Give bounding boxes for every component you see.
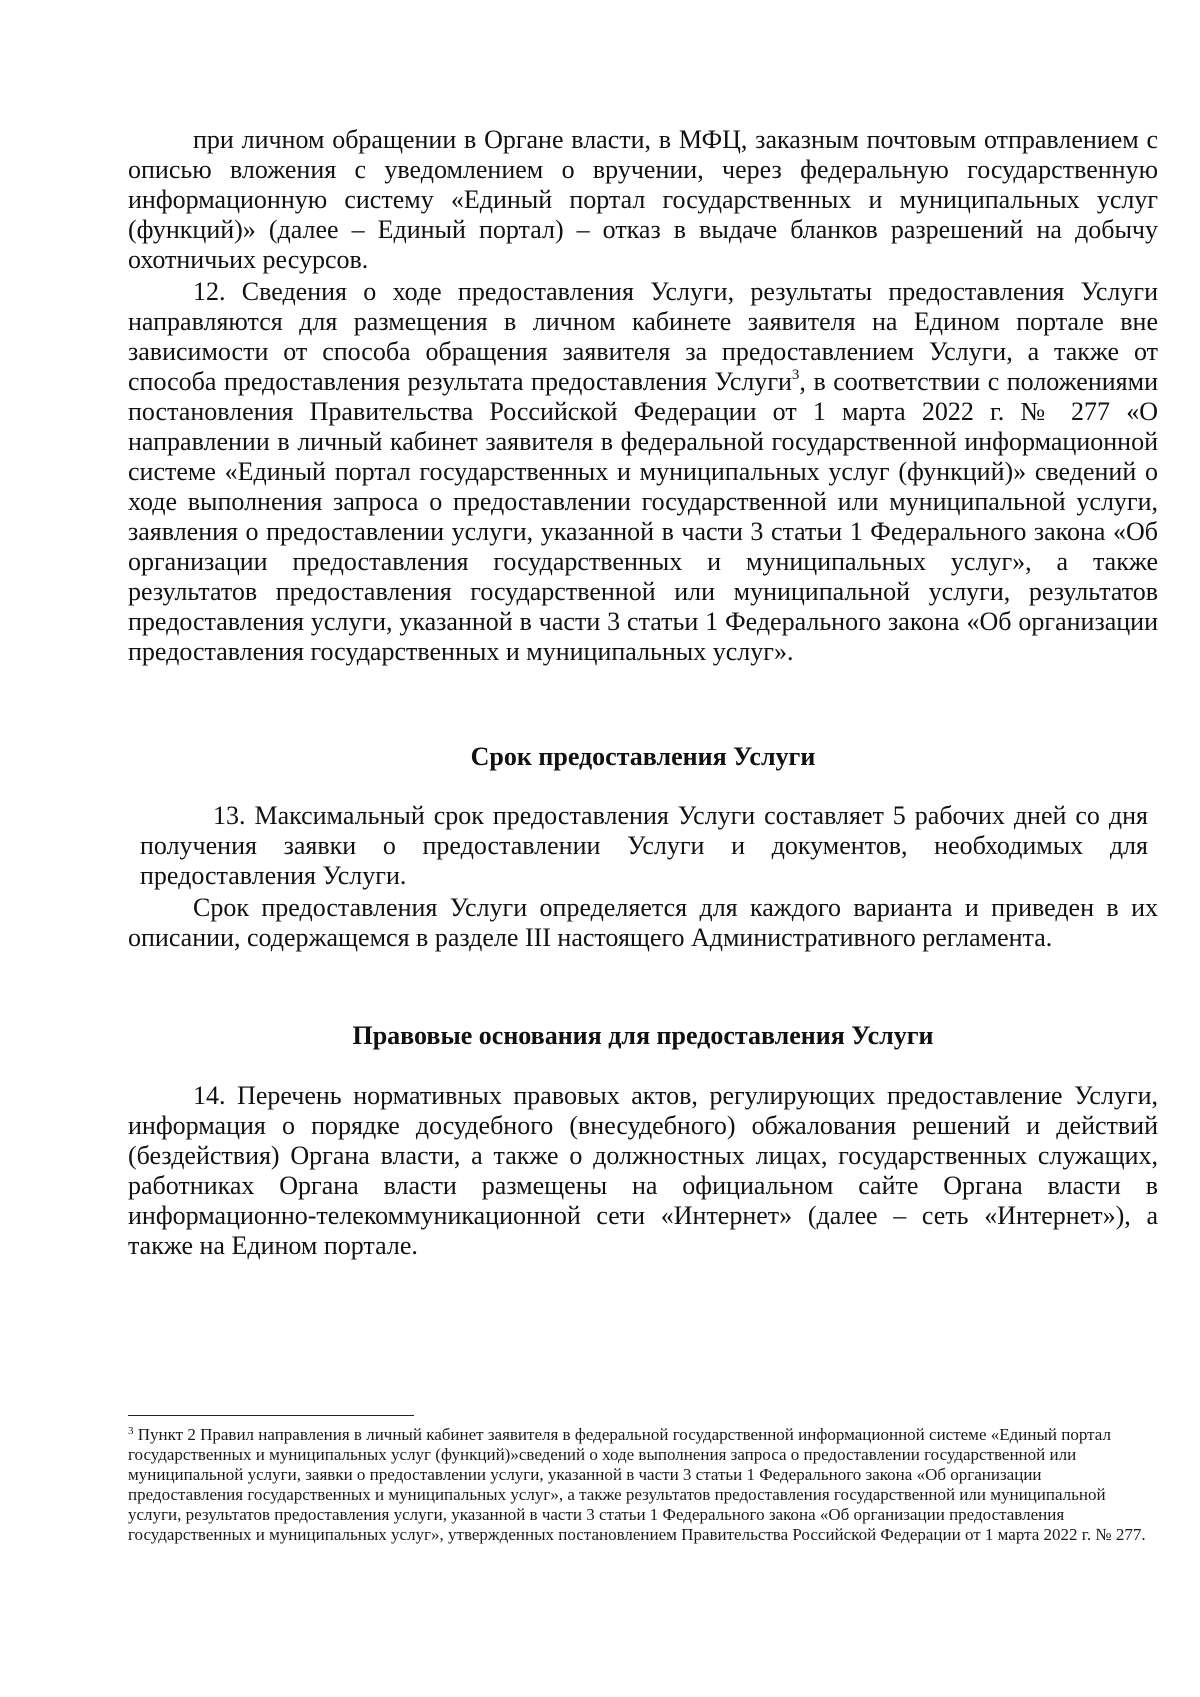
footnote-marker: 3: [128, 1425, 134, 1437]
paragraph-14-legal-acts: 14. Перечень нормативных правовых актов, регулирующих предоставление Услуги, информация о порядке досудебного (внесудебного) обжалования решений и действий (бездействия) Органа власти, а также о должностных лицах, государственных служащих, работниках Органа власти размещены на официальном сайте Органа власти в информационно-телекоммуникационной сети «Интернет» (далее – сеть «Интернет»), а также на Едином портале.: [128, 1081, 1158, 1260]
paragraph-13-max-term: 13. Максимальный срок предоставления Услуги составляет 5 рабочих дней со дня получения заявки о предоставлении Услуги и документов, необходимых для предоставления Услуги.: [140, 801, 1148, 890]
footnote-divider: [128, 1415, 414, 1416]
section-heading-term: Срок предоставления Услуги: [470, 742, 816, 771]
paragraph-12-text-start: 12. Сведения о ходе предоставления Услуги, результаты предоставления Услуги направляются для размещения в личном кабинете заявителя на Едином портале вне зависимости от способа обращения заявителя за предоставлением Услуги, а также от способа предоставления результата предоставления Услуги: [128, 277, 1158, 396]
footnote-reference: 3: [791, 367, 800, 383]
footnote-text: Пункт 2 Правил направления в личный кабинет заявителя в федеральной государственной информационной системе «Единый портал государственных и муниципальных услуг (функций)»сведений о ходе выполнения запроса о предоставлении государственной или муниципальной услуги, заявки о предоставлении услуги, указанной в части 3 статьи 1 Федерального закона «Об организации предоставления государственных и муниципальных услуг», а также результатов предоставления государственной или муниципальной услуги, результатов предоставления услуги, указанной в части 3 статьи 1 Федерального закона «Об организации предоставления государственных и муниципальных услуг», утвержденных постановлением Правительства Российской Федерации от 1 марта 2022 г. № 277.: [128, 1425, 1146, 1544]
paragraph-12-text-end: , в соответствии с положениями постановления Правительства Российской Федерации от 1 марта 2022 г. № 277 «О направлении в личный кабинет заявителя в федеральной государственной информационной системе «Единый портал государственных и муниципальных услуг (функций)» сведений о ходе выполнения запроса о предоставлении государственной или муниципальной услуги, заявления о предоставлении услуги, указанной в части 3 статьи 1 Федерального закона «Об организации предоставления государственных и муниципальных услуг», а также результатов предоставления государственной или муниципальной услуги, результатов предоставления услуги, указанной в части 3 статьи 1 Федерального закона «Об организации предоставления государственных и муниципальных услуг».: [128, 367, 1158, 666]
section-heading-legal-basis: Правовые основания для предоставления Услуги: [352, 1021, 934, 1050]
paragraph-12-progress-info: [128, 277, 1158, 667]
paragraph-term-per-variant: Срок предоставления Услуги определяется для каждого варианта и приведен в их описании, содержащемся в разделе III настоящего Административного регламента.: [128, 893, 1158, 952]
footnote-3: [128, 1425, 1158, 1545]
paragraph-refusal-delivery: при личном обращении в Органе власти, в МФЦ, заказным почтовым отправлением с описью вложения с уведомлением о вручении, через федеральную государственную информационную систему «Единый портал государственных и муниципальных услуг (функций)» (далее – Единый портал) – отказ в выдаче бланков разрешений на добычу охотничьих ресурсов.: [128, 125, 1158, 274]
